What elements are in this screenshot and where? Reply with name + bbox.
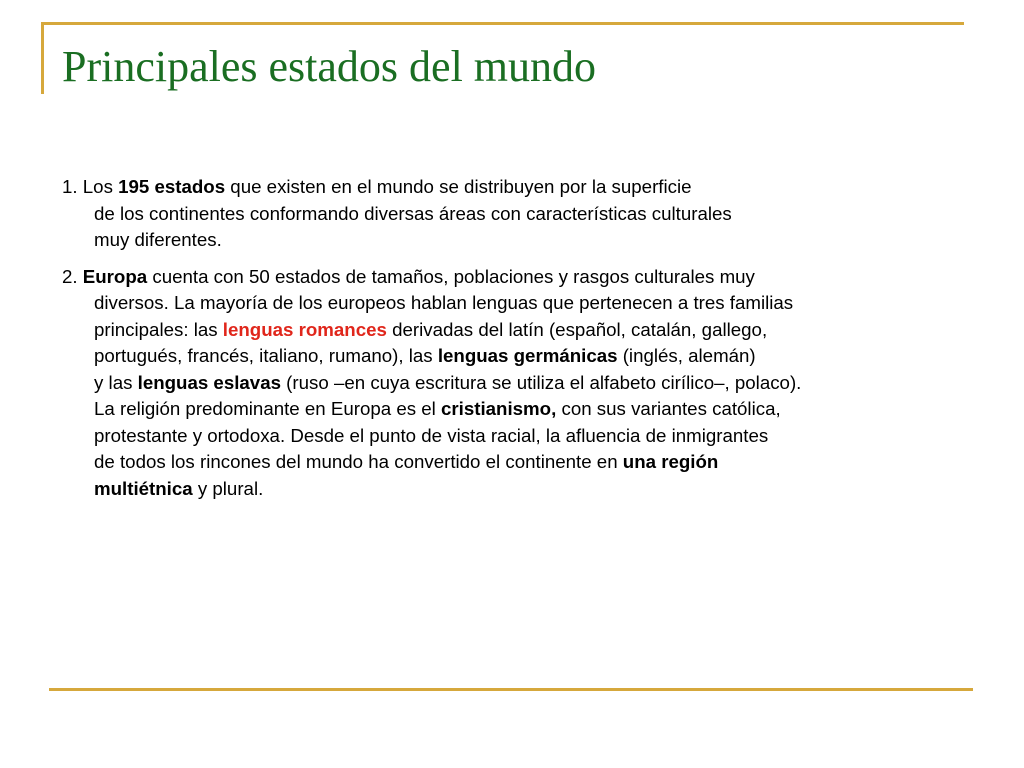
text-run: con sus variantes católica, bbox=[556, 398, 781, 419]
text-run: y las bbox=[94, 371, 138, 393]
paragraph-2-line bbox=[62, 317, 962, 344]
bold-term: Europa bbox=[82, 265, 148, 287]
text-run: de los continentes conformando diversas áreas con características culturales bbox=[94, 202, 732, 224]
paragraph-2-line bbox=[62, 396, 962, 423]
text-run: principales: las bbox=[94, 318, 223, 340]
bold-term: 195 estados bbox=[118, 176, 226, 197]
paragraph-1 bbox=[62, 174, 962, 254]
text-run: cuenta con 50 estados de tamaños, poblaciones y rasgos culturales muy bbox=[147, 265, 755, 287]
paragraph-2-line bbox=[62, 343, 962, 370]
highlighted-term: lenguas romances bbox=[222, 318, 387, 340]
bold-term: una región bbox=[622, 451, 719, 472]
frame-top-rule bbox=[41, 22, 964, 25]
text-run: derivadas del latín (español, catalán, gallego, bbox=[386, 318, 768, 340]
slide-title: Principales estados del mundo bbox=[62, 42, 597, 91]
text-run: portugués, francés, italiano, rumano), las bbox=[94, 345, 438, 366]
text-run: muy diferentes. bbox=[94, 229, 222, 250]
slide-body bbox=[62, 174, 962, 502]
text-run: (ruso –en cuya escritura se utiliza el alfabeto cirílico–, polaco). bbox=[280, 371, 802, 393]
text-run: protestante y ortodoxa. Desde el punto de vista racial, la afluencia de inmigrantes bbox=[94, 424, 769, 446]
text-run: (inglés, alemán) bbox=[617, 345, 756, 366]
paragraph-2-line bbox=[62, 423, 962, 450]
paragraph-gap bbox=[62, 254, 962, 264]
paragraph-2-line bbox=[62, 264, 962, 291]
paragraph-2-line bbox=[62, 370, 962, 397]
text-run: 1. Los bbox=[62, 176, 119, 197]
text-run: que existen en el mundo se distribuyen por la superficie bbox=[225, 176, 692, 197]
paragraph-2-line bbox=[62, 449, 962, 476]
paragraph-1-line bbox=[62, 174, 962, 201]
paragraph-1-line bbox=[62, 227, 962, 254]
text-run: y plural. bbox=[192, 477, 264, 499]
text-run: diversos. La mayoría de los europeos hablan lenguas que pertenecen a tres familias bbox=[94, 292, 794, 313]
text-run: La religión predominante en Europa es el bbox=[94, 398, 441, 419]
bold-term: cristianismo, bbox=[441, 398, 557, 419]
frame-left-rule bbox=[41, 22, 44, 94]
text-run: 2. bbox=[62, 265, 83, 287]
paragraph-2 bbox=[62, 264, 962, 503]
paragraph-2-line bbox=[62, 476, 962, 503]
bold-term: lenguas germánicas bbox=[437, 345, 618, 366]
frame-bottom-rule bbox=[49, 688, 973, 691]
paragraph-2-line bbox=[62, 290, 962, 317]
bold-term: lenguas eslavas bbox=[137, 371, 281, 393]
paragraph-1-line bbox=[62, 201, 962, 228]
bold-term: multiétnica bbox=[94, 477, 193, 499]
text-run: de todos los rincones del mundo ha convertido el continente en bbox=[94, 451, 623, 472]
